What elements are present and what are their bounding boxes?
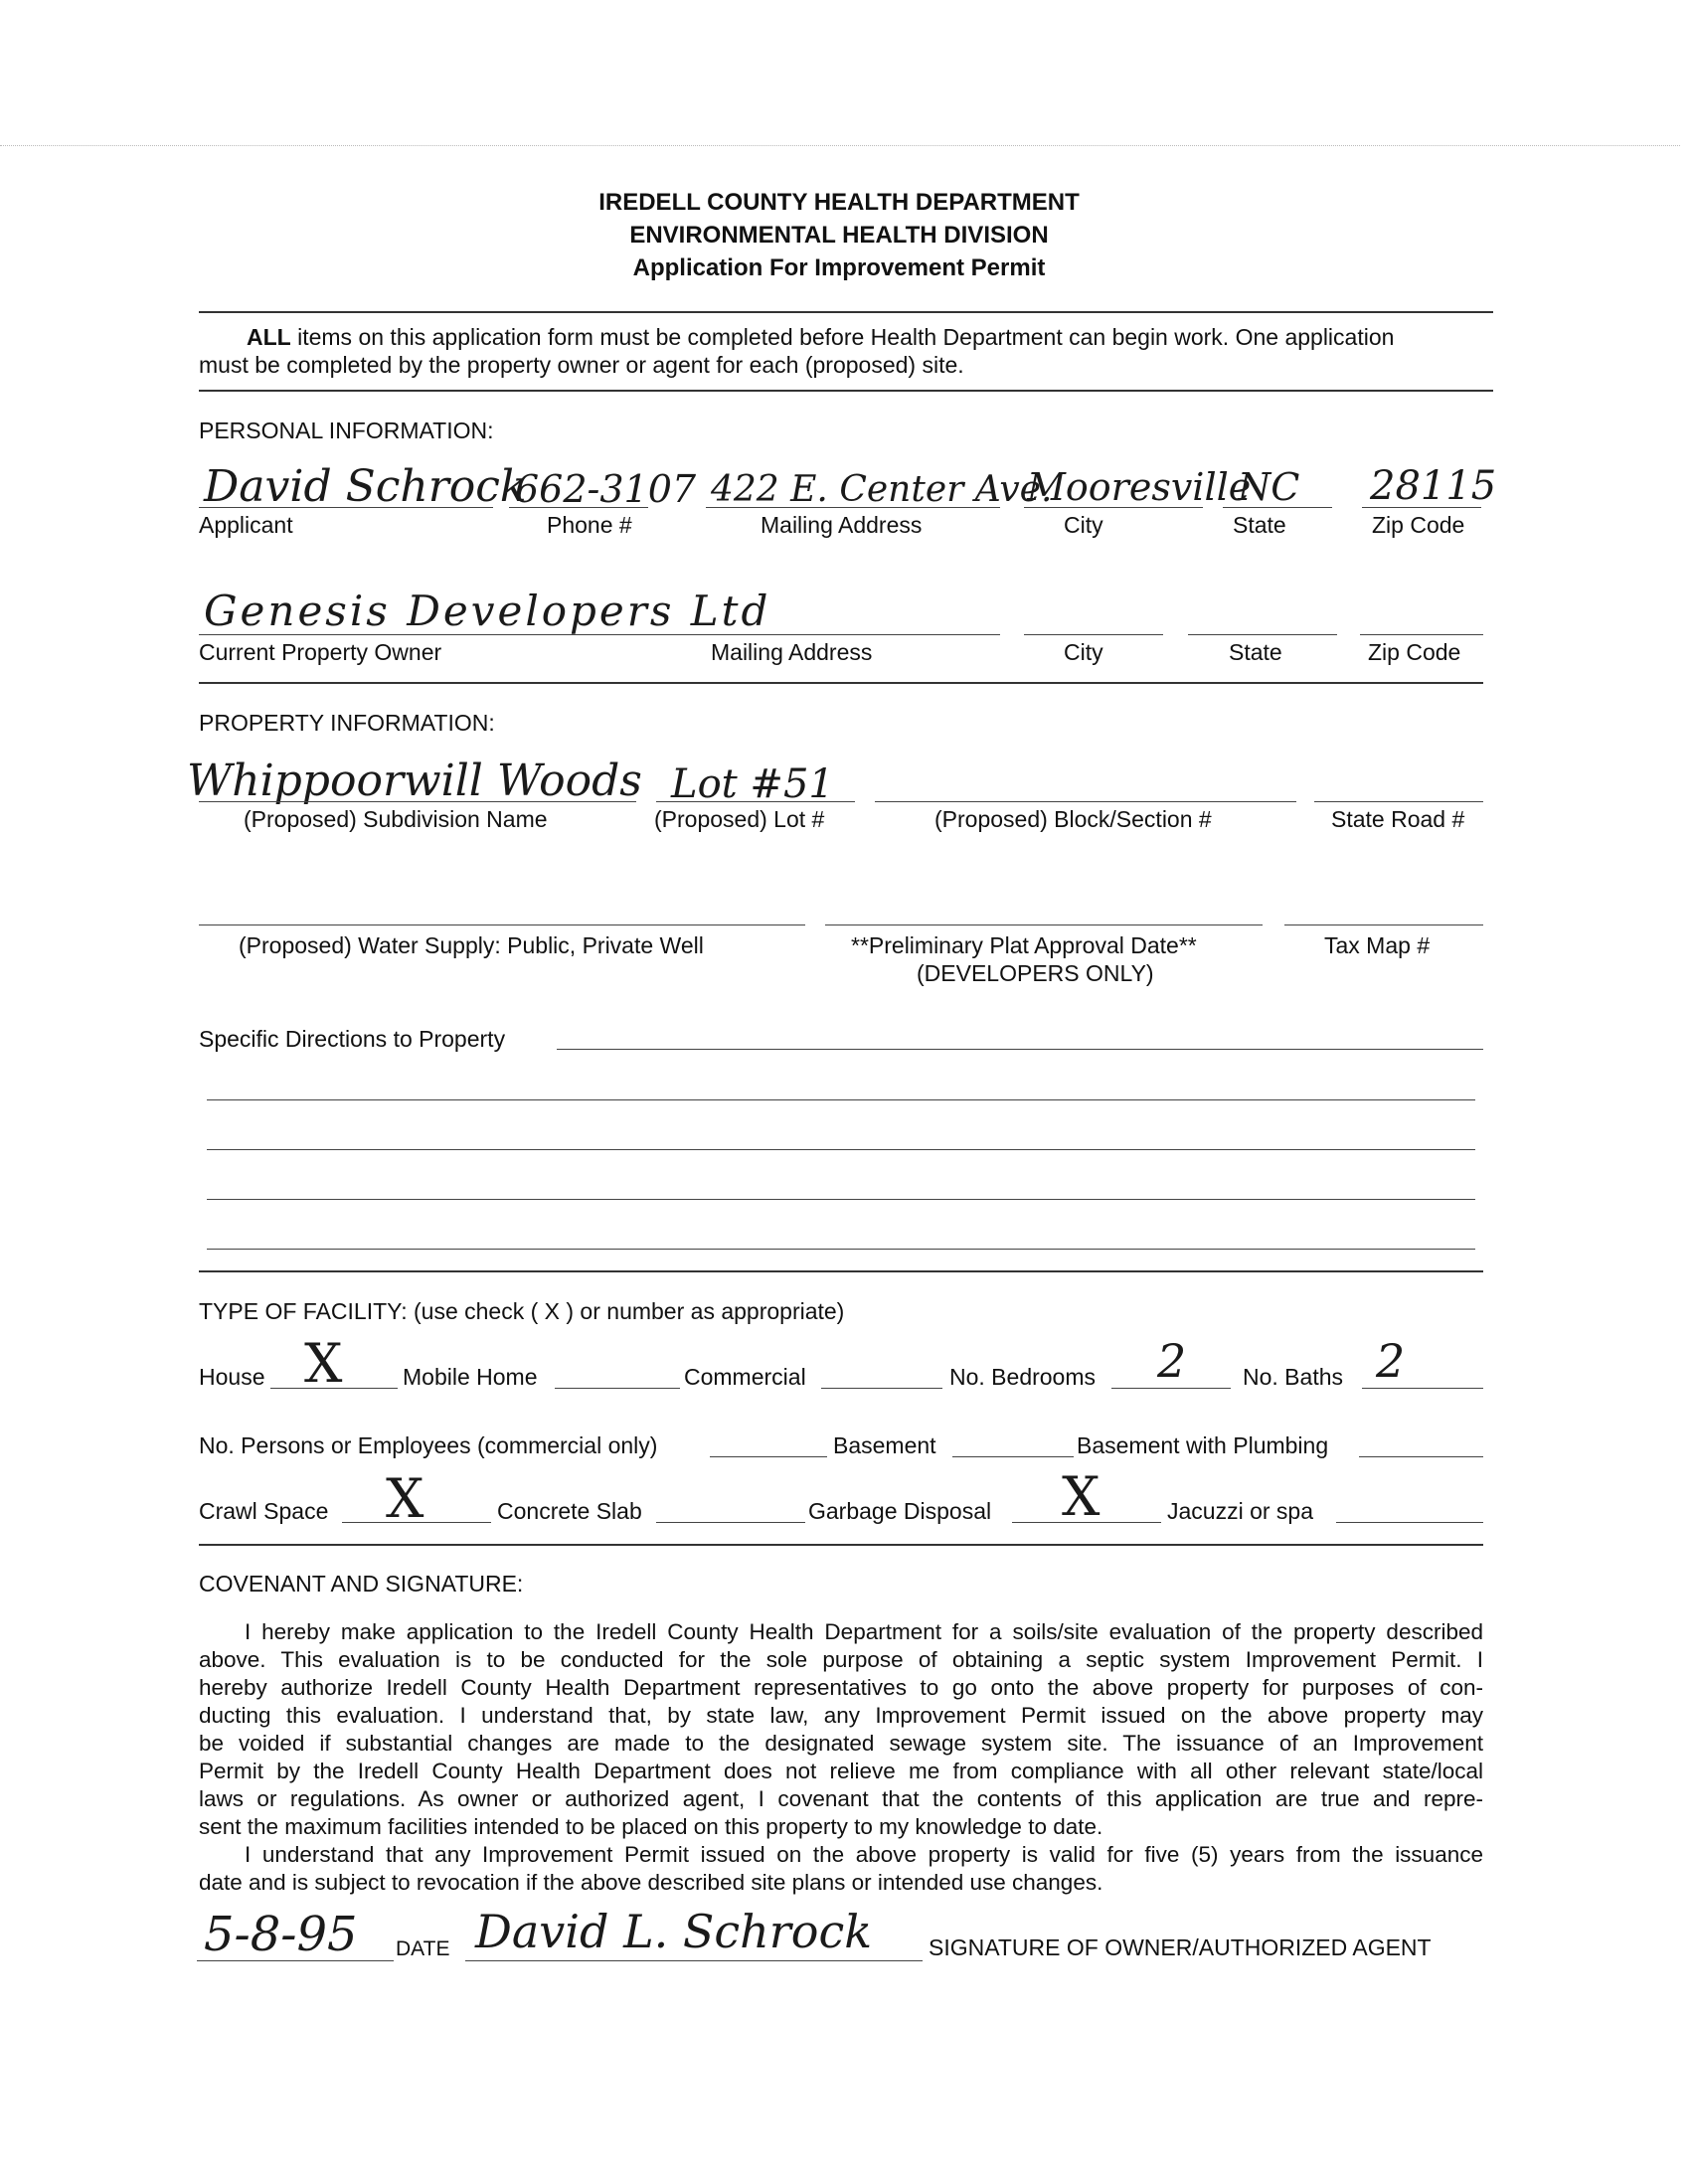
concrete-slab-label: Concrete Slab [497, 1498, 642, 1524]
mailing-address-label: Mailing Address [761, 512, 923, 538]
city-line [1024, 507, 1203, 508]
baths-label: No. Baths [1243, 1364, 1343, 1390]
intro-line-2: must be completed by the property owner or agent for each (proposed) site. [199, 352, 964, 378]
garbage-disposal-label: Garbage Disposal [808, 1498, 992, 1524]
commercial-label: Commercial [684, 1364, 806, 1390]
baths-value: 2 [1376, 1334, 1406, 1388]
directions-line-2 [207, 1099, 1475, 1100]
zip-label: Zip Code [1372, 512, 1465, 538]
bedrooms-line [1111, 1388, 1231, 1389]
directions-label: Specific Directions to Property [199, 1026, 506, 1052]
covenant-line: hereby authorize Iredell County Health Department representatives to go onto the above property for purposes of con- [199, 1675, 1483, 1700]
personal-info-heading: PERSONAL INFORMATION: [199, 418, 494, 443]
owner-state-line [1188, 634, 1337, 635]
directions-line-1 [557, 1049, 1483, 1050]
bedrooms-label: No. Bedrooms [949, 1364, 1097, 1390]
house-check: X [304, 1332, 343, 1395]
covenant-line: I understand that any Improvement Permit issued on the above property is valid for five (5) years from the issuance [245, 1842, 1483, 1867]
signature-value: David L. Schrock [475, 1905, 873, 1958]
persons-line [710, 1456, 827, 1457]
directions-line-5 [207, 1249, 1475, 1250]
lot-label: (Proposed) Lot # [654, 806, 825, 832]
water-supply-label: (Proposed) Water Supply: Public, Private Well [239, 932, 704, 958]
applicant-label: Applicant [199, 512, 293, 538]
subdivision-label: (Proposed) Subdivision Name [244, 806, 548, 832]
date-label: DATE [396, 1937, 450, 1960]
state-value: NC [1238, 465, 1300, 509]
signature-label: SIGNATURE OF OWNER/AUTHORIZED AGENT [929, 1934, 1432, 1960]
applicant-value: David Schrock [204, 461, 527, 512]
covenant-line: be voided if substantial changes are made to the designated sewage system site. The issuance of an Improvement [199, 1731, 1483, 1756]
concrete-slab-line [656, 1522, 805, 1523]
covenant-line: date and is subject to revocation if the above described site plans or intended use changes. [199, 1870, 1103, 1895]
crawl-space-label: Crawl Space [199, 1498, 329, 1524]
jacuzzi-line [1336, 1522, 1483, 1523]
department-title: IREDELL COUNTY HEALTH DEPARTMENT [598, 189, 1080, 216]
date-value: 5-8-95 [204, 1907, 358, 1962]
covenant-line: Permit by the Iredell County Health Department does not relieve me from compliance with all other relevant state/local [199, 1759, 1483, 1783]
intro-line-1: ALL items on this application form must be completed before Health Department can begin work. One application [247, 324, 1395, 350]
signature-line [465, 1960, 923, 1961]
lot-value: Lot #51 [671, 761, 834, 807]
plat-approval-label: **Preliminary Plat Approval Date** [851, 932, 1197, 958]
road-label: State Road # [1331, 806, 1465, 832]
zip-line [1362, 507, 1481, 508]
property-info-heading: PROPERTY INFORMATION: [199, 710, 495, 736]
bedrooms-value: 2 [1157, 1334, 1187, 1388]
city-label: City [1064, 512, 1103, 538]
plat-line [825, 924, 1263, 925]
address-line [706, 507, 1000, 508]
directions-line-3 [207, 1149, 1475, 1150]
covenant-line: above. This evaluation is to be conducted for the sole purpose of obtaining a septic system Improvement Permit. I [199, 1647, 1483, 1672]
owner-zip-label: Zip Code [1368, 639, 1461, 665]
basement-plumbing-line [1359, 1456, 1483, 1457]
facility-heading: TYPE OF FACILITY: (use check ( X ) or number as appropriate) [199, 1298, 845, 1324]
block-label: (Proposed) Block/Section # [934, 806, 1212, 832]
zip-value: 28115 [1370, 463, 1497, 509]
owner-city-line [1024, 634, 1163, 635]
date-line [197, 1960, 394, 1961]
basement-label: Basement [833, 1432, 936, 1458]
divider [199, 1270, 1483, 1272]
owner-value: Genesis Developers Ltd [204, 587, 771, 635]
subdivision-value: Whippoorwill Woods [187, 756, 642, 806]
applicant-line [199, 507, 493, 508]
directions-line-4 [207, 1199, 1475, 1200]
address-value: 422 E. Center Ave. [711, 469, 1053, 510]
owner-label: Current Property Owner [199, 639, 442, 665]
crawl-space-check: X [386, 1467, 424, 1530]
form-title: Application For Improvement Permit [632, 254, 1046, 281]
jacuzzi-label: Jacuzzi or spa [1167, 1498, 1314, 1524]
covenant-text [199, 1618, 1483, 1897]
basement-line [952, 1456, 1074, 1457]
owner-state-label: State [1229, 639, 1282, 665]
lot-line [656, 801, 855, 802]
phone-value: 662-3107 [515, 467, 697, 511]
division-title: ENVIRONMENTAL HEALTH DIVISION [629, 222, 1049, 249]
commercial-line [821, 1388, 942, 1389]
water-line [199, 924, 805, 925]
taxmap-line [1284, 924, 1483, 925]
mobile-home-line [555, 1388, 680, 1389]
house-label: House [199, 1364, 265, 1390]
developers-only-label: (DEVELOPERS ONLY) [917, 960, 1154, 986]
mobile-home-label: Mobile Home [403, 1364, 538, 1390]
phone-label: Phone # [547, 512, 632, 538]
covenant-line: I hereby make application to the Iredell County Health Department for a soils/site evaluation of the property described [245, 1619, 1483, 1644]
divider [199, 682, 1483, 684]
subdivision-line [199, 801, 636, 802]
state-label: State [1233, 512, 1286, 538]
phone-line [509, 507, 648, 508]
owner-zip-line [1360, 634, 1483, 635]
divider [199, 311, 1493, 313]
divider [199, 390, 1493, 392]
persons-label: No. Persons or Employees (commercial only) [199, 1432, 658, 1458]
baths-line [1362, 1388, 1483, 1389]
covenant-heading: COVENANT AND SIGNATURE: [199, 1571, 524, 1596]
block-line [875, 801, 1296, 802]
basement-plumbing-label: Basement with Plumbing [1077, 1432, 1329, 1458]
state-line [1223, 507, 1332, 508]
taxmap-label: Tax Map # [1324, 932, 1431, 958]
covenant-line: ducting this evaluation. I understand that, by state law, any Improvement Permit issued on the above property may [199, 1703, 1483, 1728]
covenant-line: laws or regulations. As owner or authorized agent, I covenant that the contents of this application are true and repre- [199, 1786, 1483, 1811]
city-value: Mooresville [1027, 465, 1252, 509]
owner-line [199, 634, 1000, 635]
divider [199, 1544, 1483, 1546]
owner-mailing-label: Mailing Address [711, 639, 873, 665]
covenant-line: sent the maximum facilities intended to be placed on this property to my knowledge to date. [199, 1814, 1103, 1839]
garbage-disposal-check: X [1062, 1465, 1101, 1528]
scan-artifact-line [0, 145, 1680, 146]
road-line [1314, 801, 1483, 802]
owner-city-label: City [1064, 639, 1103, 665]
